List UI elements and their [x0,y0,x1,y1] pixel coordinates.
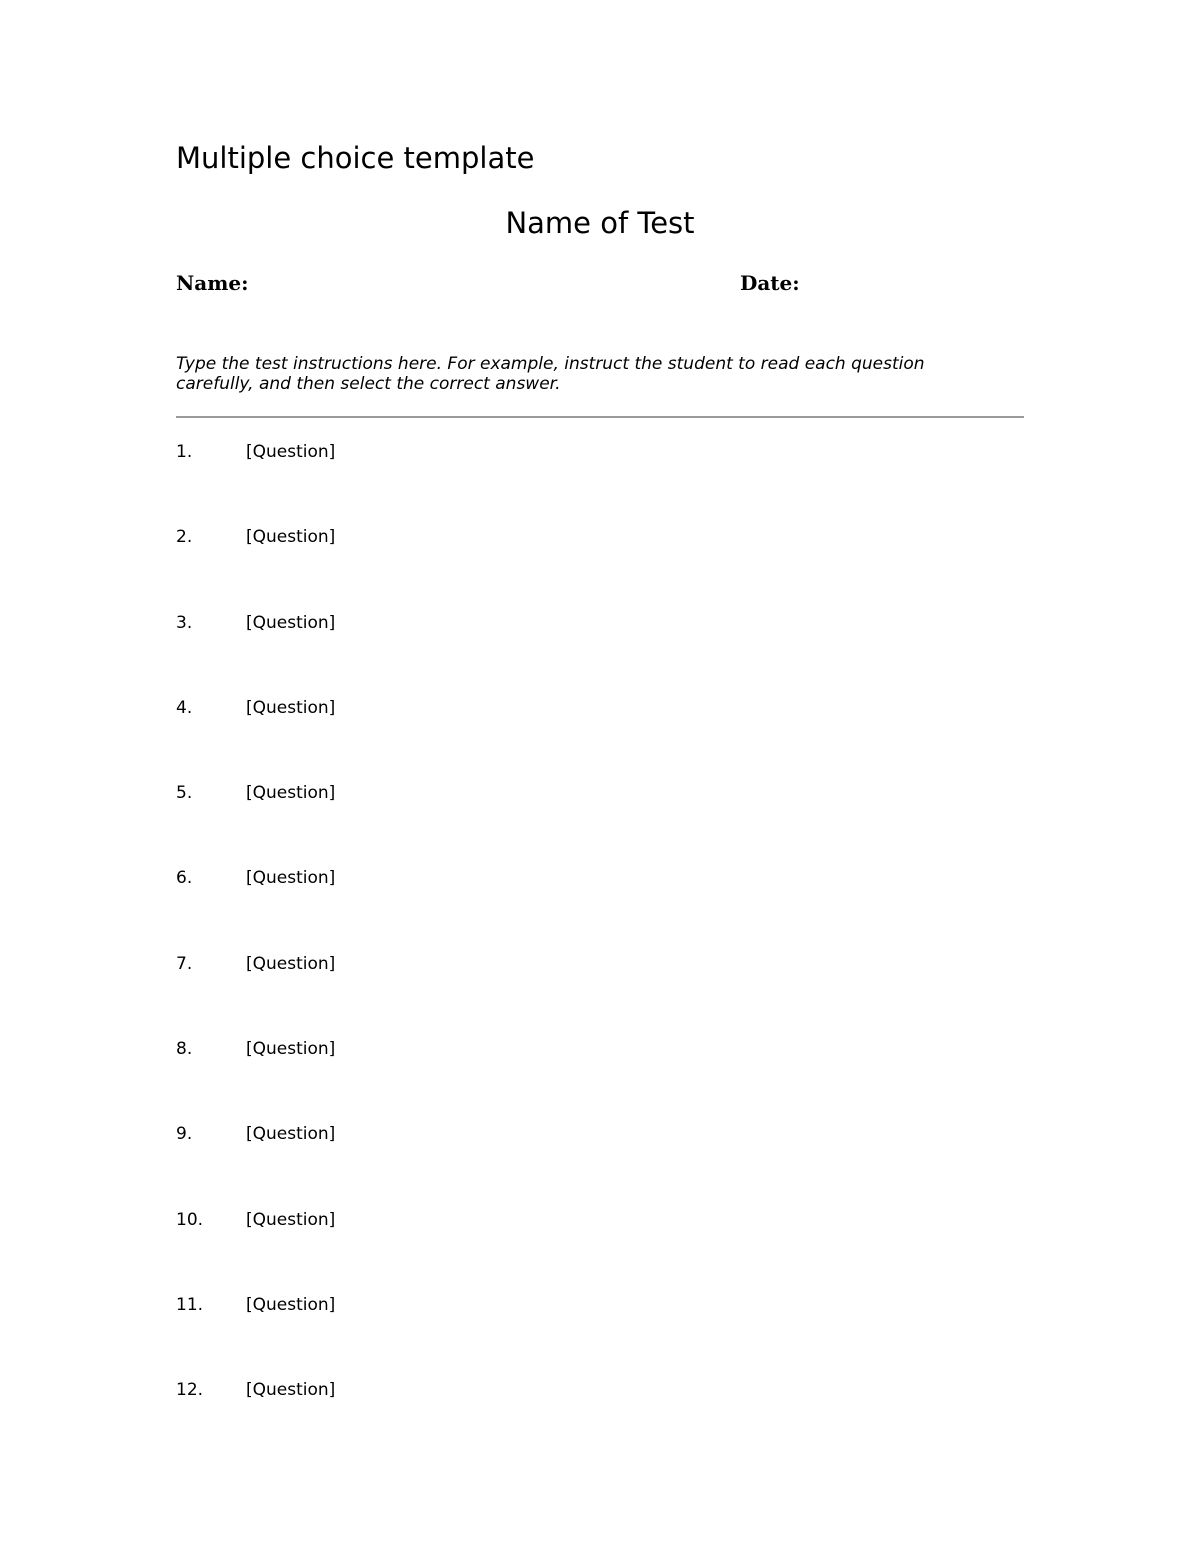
question-item [176,696,1024,781]
question-text: [Question] [246,697,336,718]
document-title: Multiple choice template [176,141,535,175]
question-number: 2. [176,527,193,548]
question-text: [Question] [246,527,336,548]
question-number: 6. [176,868,193,889]
question-number: 1. [176,442,193,462]
question-number: 9. [176,1124,193,1145]
question-number: 3. [176,612,193,633]
question-number: 7. [176,953,193,974]
question-item [176,1293,1024,1378]
question-number: 8. [176,1039,193,1060]
question-item [176,611,1024,696]
question-item [176,952,1024,1037]
question-text: [Question] [246,612,336,633]
question-text: [Question] [246,953,336,974]
question-item [176,866,1024,951]
question-number: 12. [176,1380,204,1401]
question-item [176,1208,1024,1293]
question-text: [Question] [246,1039,336,1060]
question-text: [Question] [246,1380,336,1401]
test-instructions: Type the test instructions here. For example, instruct the student to read each question carefully, and then select the correct answer. [176,354,925,394]
name-label: Name: [176,271,249,295]
question-item [176,440,1024,525]
question-item [176,1037,1024,1122]
question-item [176,1378,1024,1463]
question-text: [Question] [246,1124,336,1145]
instructions-divider [176,416,1024,418]
question-list [176,440,1024,1464]
test-name-heading: Name of Test [505,206,695,240]
question-text: [Question] [246,783,336,804]
question-text: [Question] [246,868,336,889]
question-number: 10. [176,1209,204,1230]
question-text: [Question] [246,1209,336,1230]
question-item [176,781,1024,866]
question-text: [Question] [246,1294,336,1315]
question-number: 5. [176,783,193,804]
question-text: [Question] [246,442,336,462]
question-item [176,1122,1024,1207]
date-label: Date: [740,271,800,295]
question-number: 11. [176,1294,204,1315]
question-number: 4. [176,697,193,718]
question-item [176,525,1024,610]
